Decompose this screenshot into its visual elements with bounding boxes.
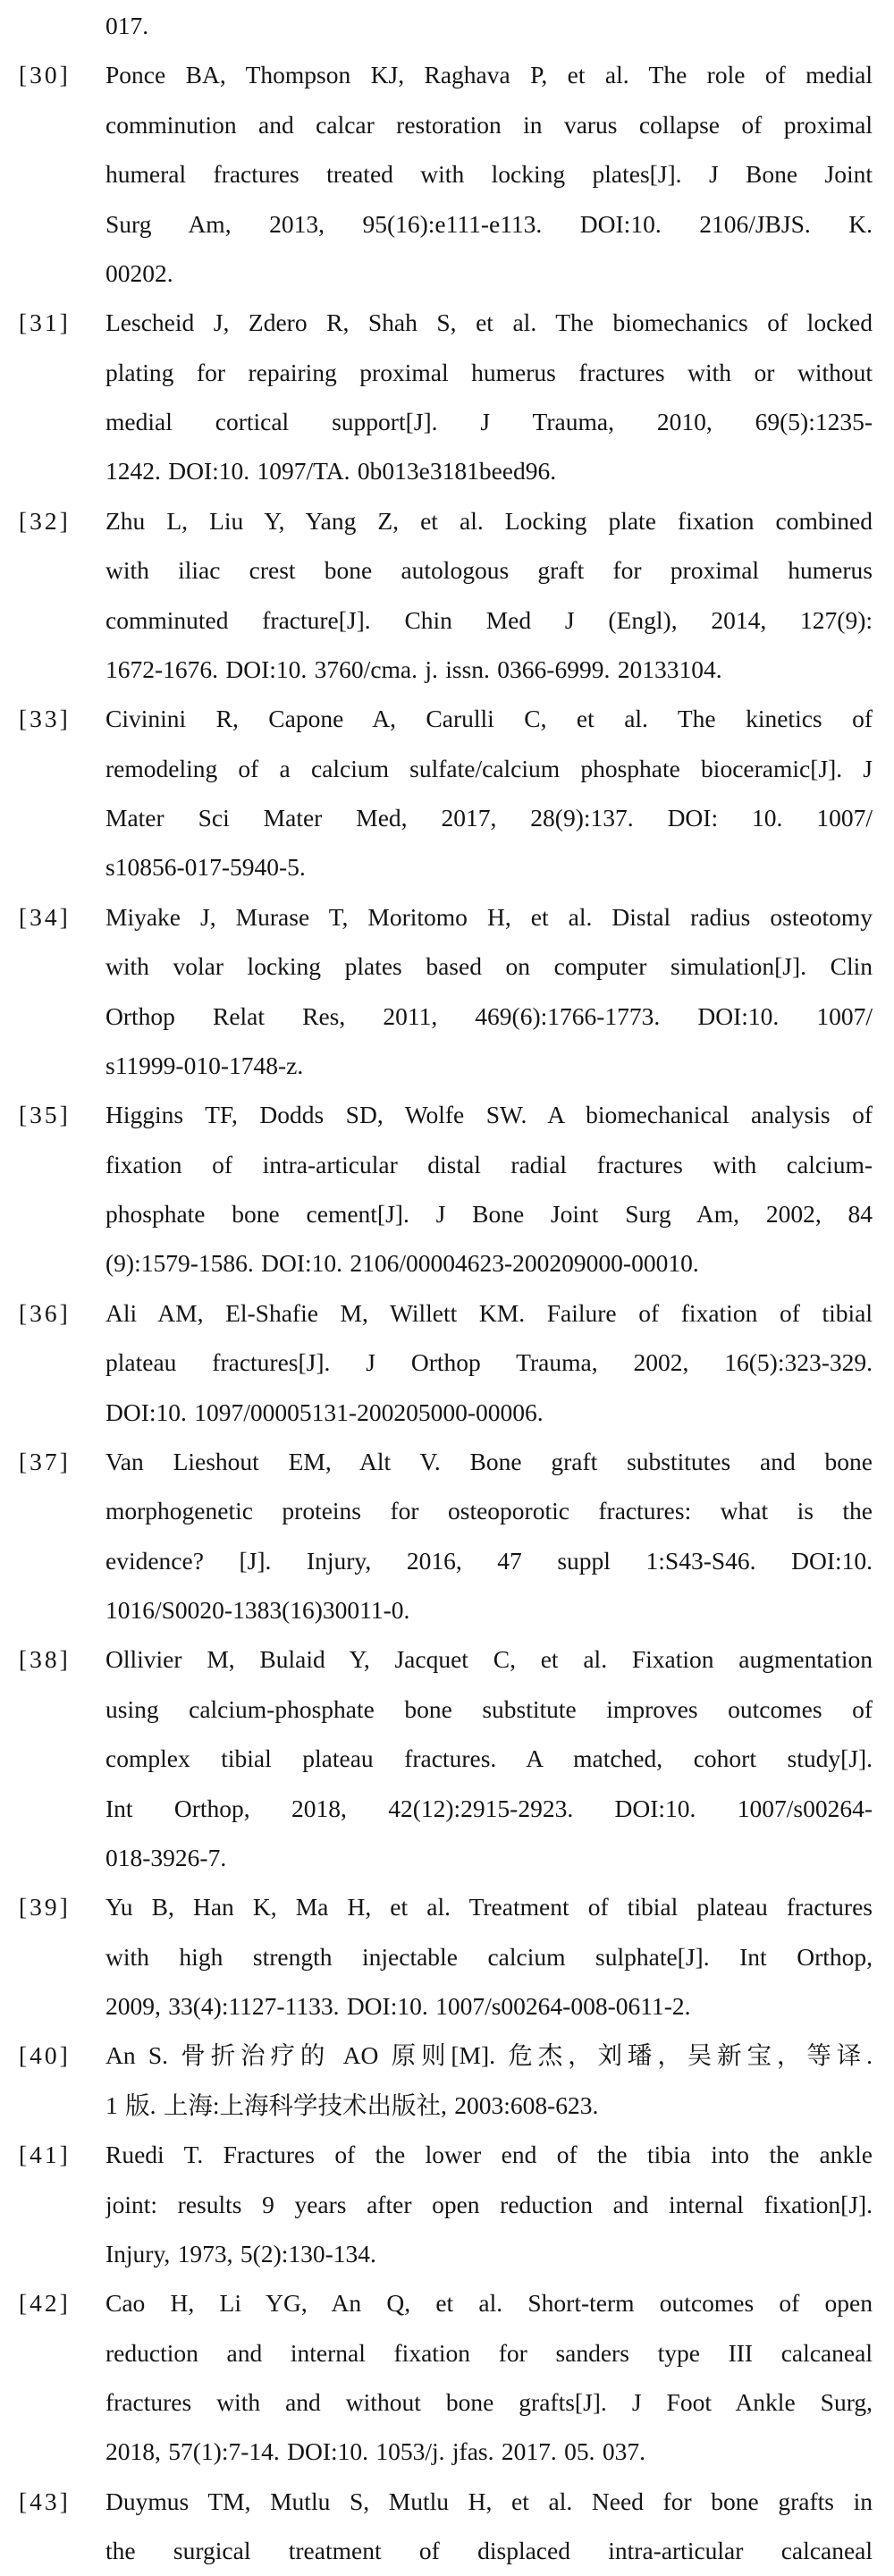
reference-line: morphogenetic proteins for osteoporotic fractures: what is the — [105, 1497, 873, 1525]
reference-number: [31] — [19, 308, 71, 337]
reference-number: [43] — [19, 2487, 71, 2515]
reference-line: 2009, 33(4):1127-1133. DOI:10. 1007/s00264-008-0611-2. — [105, 1992, 691, 2020]
reference-line: 017. — [105, 12, 149, 39]
reference-body — [105, 1090, 873, 1288]
reference-item — [0, 298, 894, 496]
reference-line: with volar locking plates based on computer simulation[J]. Clin — [105, 952, 873, 981]
reference-line: Orthop Relat Res, 2011, 469(6):1766-1773. DOI:10. 1007/ — [105, 1001, 873, 1030]
reference-item — [0, 1090, 894, 1288]
reference-line: comminuted fracture[J]. Chin Med J (Engl), 2014, 127(9): — [105, 605, 873, 634]
reference-line: comminution and calcar restoration in varus collapse of proximal — [105, 110, 873, 139]
reference-item — [0, 2130, 894, 2278]
reference-line: plateau fractures[J]. J Orthop Trauma, 2002, 16(5):323-329. — [105, 1348, 873, 1377]
reference-line: Van Lieshout EM, Alt V. Bone graft substitutes and bone — [105, 1447, 873, 1475]
reference-number: [35] — [19, 1101, 71, 1129]
reference-line: remodeling of a calcium sulfate/calcium phosphate bioceramic[J]. J — [105, 754, 873, 782]
reference-body — [105, 1437, 873, 1635]
reference-line: Lescheid J, Zdero R, Shah S, et al. The biomechanics of locked — [105, 308, 873, 337]
reference-line: Ollivier M, Bulaid Y, Jacquet C, et al. Fixation augmentation — [105, 1645, 873, 1674]
reference-line: Injury, 1973, 5(2):130-134. — [105, 2239, 376, 2268]
reference-body — [105, 892, 873, 1091]
reference-body — [105, 50, 873, 298]
reference-line: joint: results 9 years after open reduction and internal fixation[J]. — [105, 2190, 873, 2218]
reference-item — [0, 2031, 894, 2130]
reference-line: An S. 骨折治疗的 AO 原则[M]. 危杰，刘璠，吴新宝，等译. — [105, 2041, 873, 2070]
reference-line: fractures with and without bone grafts[J]. J Foot Ankle Surg, — [105, 2388, 873, 2416]
reference-number — [0, 1, 105, 50]
reference-number: [34] — [19, 902, 71, 931]
reference-body — [105, 2031, 873, 2130]
reference-line: Surg Am, 2013, 95(16):e111-e113. DOI:10. 2106/JBJS. K. — [105, 209, 873, 238]
reference-line: medial cortical support[J]. J Trauma, 2010, 69(5):1235- — [105, 408, 873, 435]
reference-line: 1 版. 上海:上海科学技术出版社, 2003:608-623. — [105, 2090, 599, 2119]
reference-item — [0, 1437, 894, 1635]
reference-line: 1242. DOI:10. 1097/TA. 0b013e3181beed96. — [105, 457, 557, 486]
reference-body — [105, 2278, 873, 2477]
reference-number: [41] — [19, 2141, 71, 2169]
reference-body — [105, 298, 873, 496]
reference-line: 1016/S0020-1383(16)30011-0. — [105, 1596, 410, 1624]
reference-number: [36] — [19, 1298, 71, 1327]
reference-item — [0, 50, 894, 298]
reference-body — [105, 1882, 873, 2031]
reference-line: 018-3926-7. — [105, 1843, 227, 1871]
reference-line: humeral fractures treated with locking plates[J]. J Bone Joint — [105, 160, 873, 189]
reference-line: Ali AM, El-Shafie M, Willett KM. Failure of fixation of tibial — [105, 1298, 873, 1327]
reference-item — [0, 496, 894, 695]
references-list — [0, 50, 894, 2575]
reference-number: [32] — [19, 506, 71, 535]
reference-body — [105, 2130, 873, 2278]
reference-number: [39] — [19, 1893, 71, 1921]
reference-line: DOI:10. 1097/00005131-200205000-00006. — [105, 1398, 544, 1426]
reference-item — [0, 694, 894, 892]
reference-number: [38] — [19, 1645, 71, 1674]
reference-line: s10856-017-5940-5. — [105, 853, 306, 882]
reference-line: Miyake J, Murase T, Moritomo H, et al. Distal radius osteotomy — [105, 902, 873, 931]
reference-line: the surgical treatment of displaced intra-articular calcaneal — [105, 2537, 873, 2565]
reference-line: Ponce BA, Thompson KJ, Raghava P, et al. The role of medial — [105, 61, 873, 89]
reference-line: phosphate bone cement[J]. J Bone Joint Surg Am, 2002, 84 — [105, 1200, 873, 1228]
reference-number: [30] — [19, 61, 71, 89]
reference-body — [105, 2477, 873, 2576]
reference-line: 1672-1676. DOI:10. 3760/cma. j. issn. 0366-6999. 20133104. — [105, 655, 722, 683]
reference-number: [37] — [19, 1447, 71, 1475]
reference-body — [105, 1, 873, 50]
reference-line: Int Orthop, 2018, 42(12):2915-2923. DOI:10. 1007/s00264- — [105, 1794, 873, 1822]
reference-number: [40] — [19, 2041, 71, 2070]
reference-item — [0, 2477, 894, 2576]
reference-line: s11999-010-1748-z. — [105, 1051, 304, 1079]
reference-line: Ruedi T. Fractures of the lower end of the tibia into the ankle — [105, 2141, 873, 2169]
reference-continuation — [0, 1, 894, 50]
reference-line: reduction and internal fixation for sanders type III calcaneal — [105, 2338, 873, 2367]
reference-item — [0, 1882, 894, 2031]
reference-line: 00202. — [105, 258, 173, 287]
reference-item — [0, 2278, 894, 2477]
reference-line: (9):1579-1586. DOI:10. 2106/00004623-200209000-00010. — [105, 1249, 699, 1278]
reference-line: evidence? [J]. Injury, 2016, 47 suppl 1:S43-S46. DOI:10. — [105, 1546, 873, 1575]
reference-line: Duymus TM, Mutlu S, Mutlu H, et al. Need for bone grafts in — [105, 2487, 873, 2515]
reference-body — [105, 496, 873, 695]
reference-line: Civinini R, Capone A, Carulli C, et al. The kinetics of — [105, 705, 873, 733]
reference-line: 2018, 57(1):7-14. DOI:10. 1053/j. jfas. 2017. 05. 037. — [105, 2437, 645, 2466]
reference-body — [105, 694, 873, 892]
reference-line: plating for repairing proximal humerus fractures with or without — [105, 358, 873, 386]
reference-item — [0, 1288, 894, 1437]
reference-line: using calcium-phosphate bone substitute improves outcomes of — [105, 1694, 873, 1723]
reference-line: Zhu L, Liu Y, Yang Z, et al. Locking plate fixation combined — [105, 506, 873, 535]
reference-number: [33] — [19, 705, 71, 733]
reference-item — [0, 1634, 894, 1882]
reference-line: Mater Sci Mater Med, 2017, 28(9):137. DOI: 10. 1007/ — [105, 804, 873, 832]
reference-body — [105, 1634, 873, 1882]
reference-line: complex tibial plateau fractures. A matched, cohort study[J]. — [105, 1744, 873, 1773]
reference-line: Cao H, Li YG, An Q, et al. Short-term outcomes of open — [105, 2289, 873, 2318]
reference-line: fixation of intra-articular distal radial fractures with calcium- — [105, 1150, 873, 1178]
reference-number: [42] — [19, 2289, 71, 2318]
reference-line: with iliac crest bone autologous graft for proximal humerus — [105, 556, 873, 585]
reference-line: Higgins TF, Dodds SD, Wolfe SW. A biomechanical analysis of — [105, 1101, 873, 1129]
reference-line: Yu B, Han K, Ma H, et al. Treatment of tibial plateau fractures — [105, 1893, 873, 1921]
reference-body — [105, 1288, 873, 1437]
reference-line: with high strength injectable calcium sulphate[J]. Int Orthop, — [105, 1942, 873, 1971]
reference-item — [0, 892, 894, 1091]
